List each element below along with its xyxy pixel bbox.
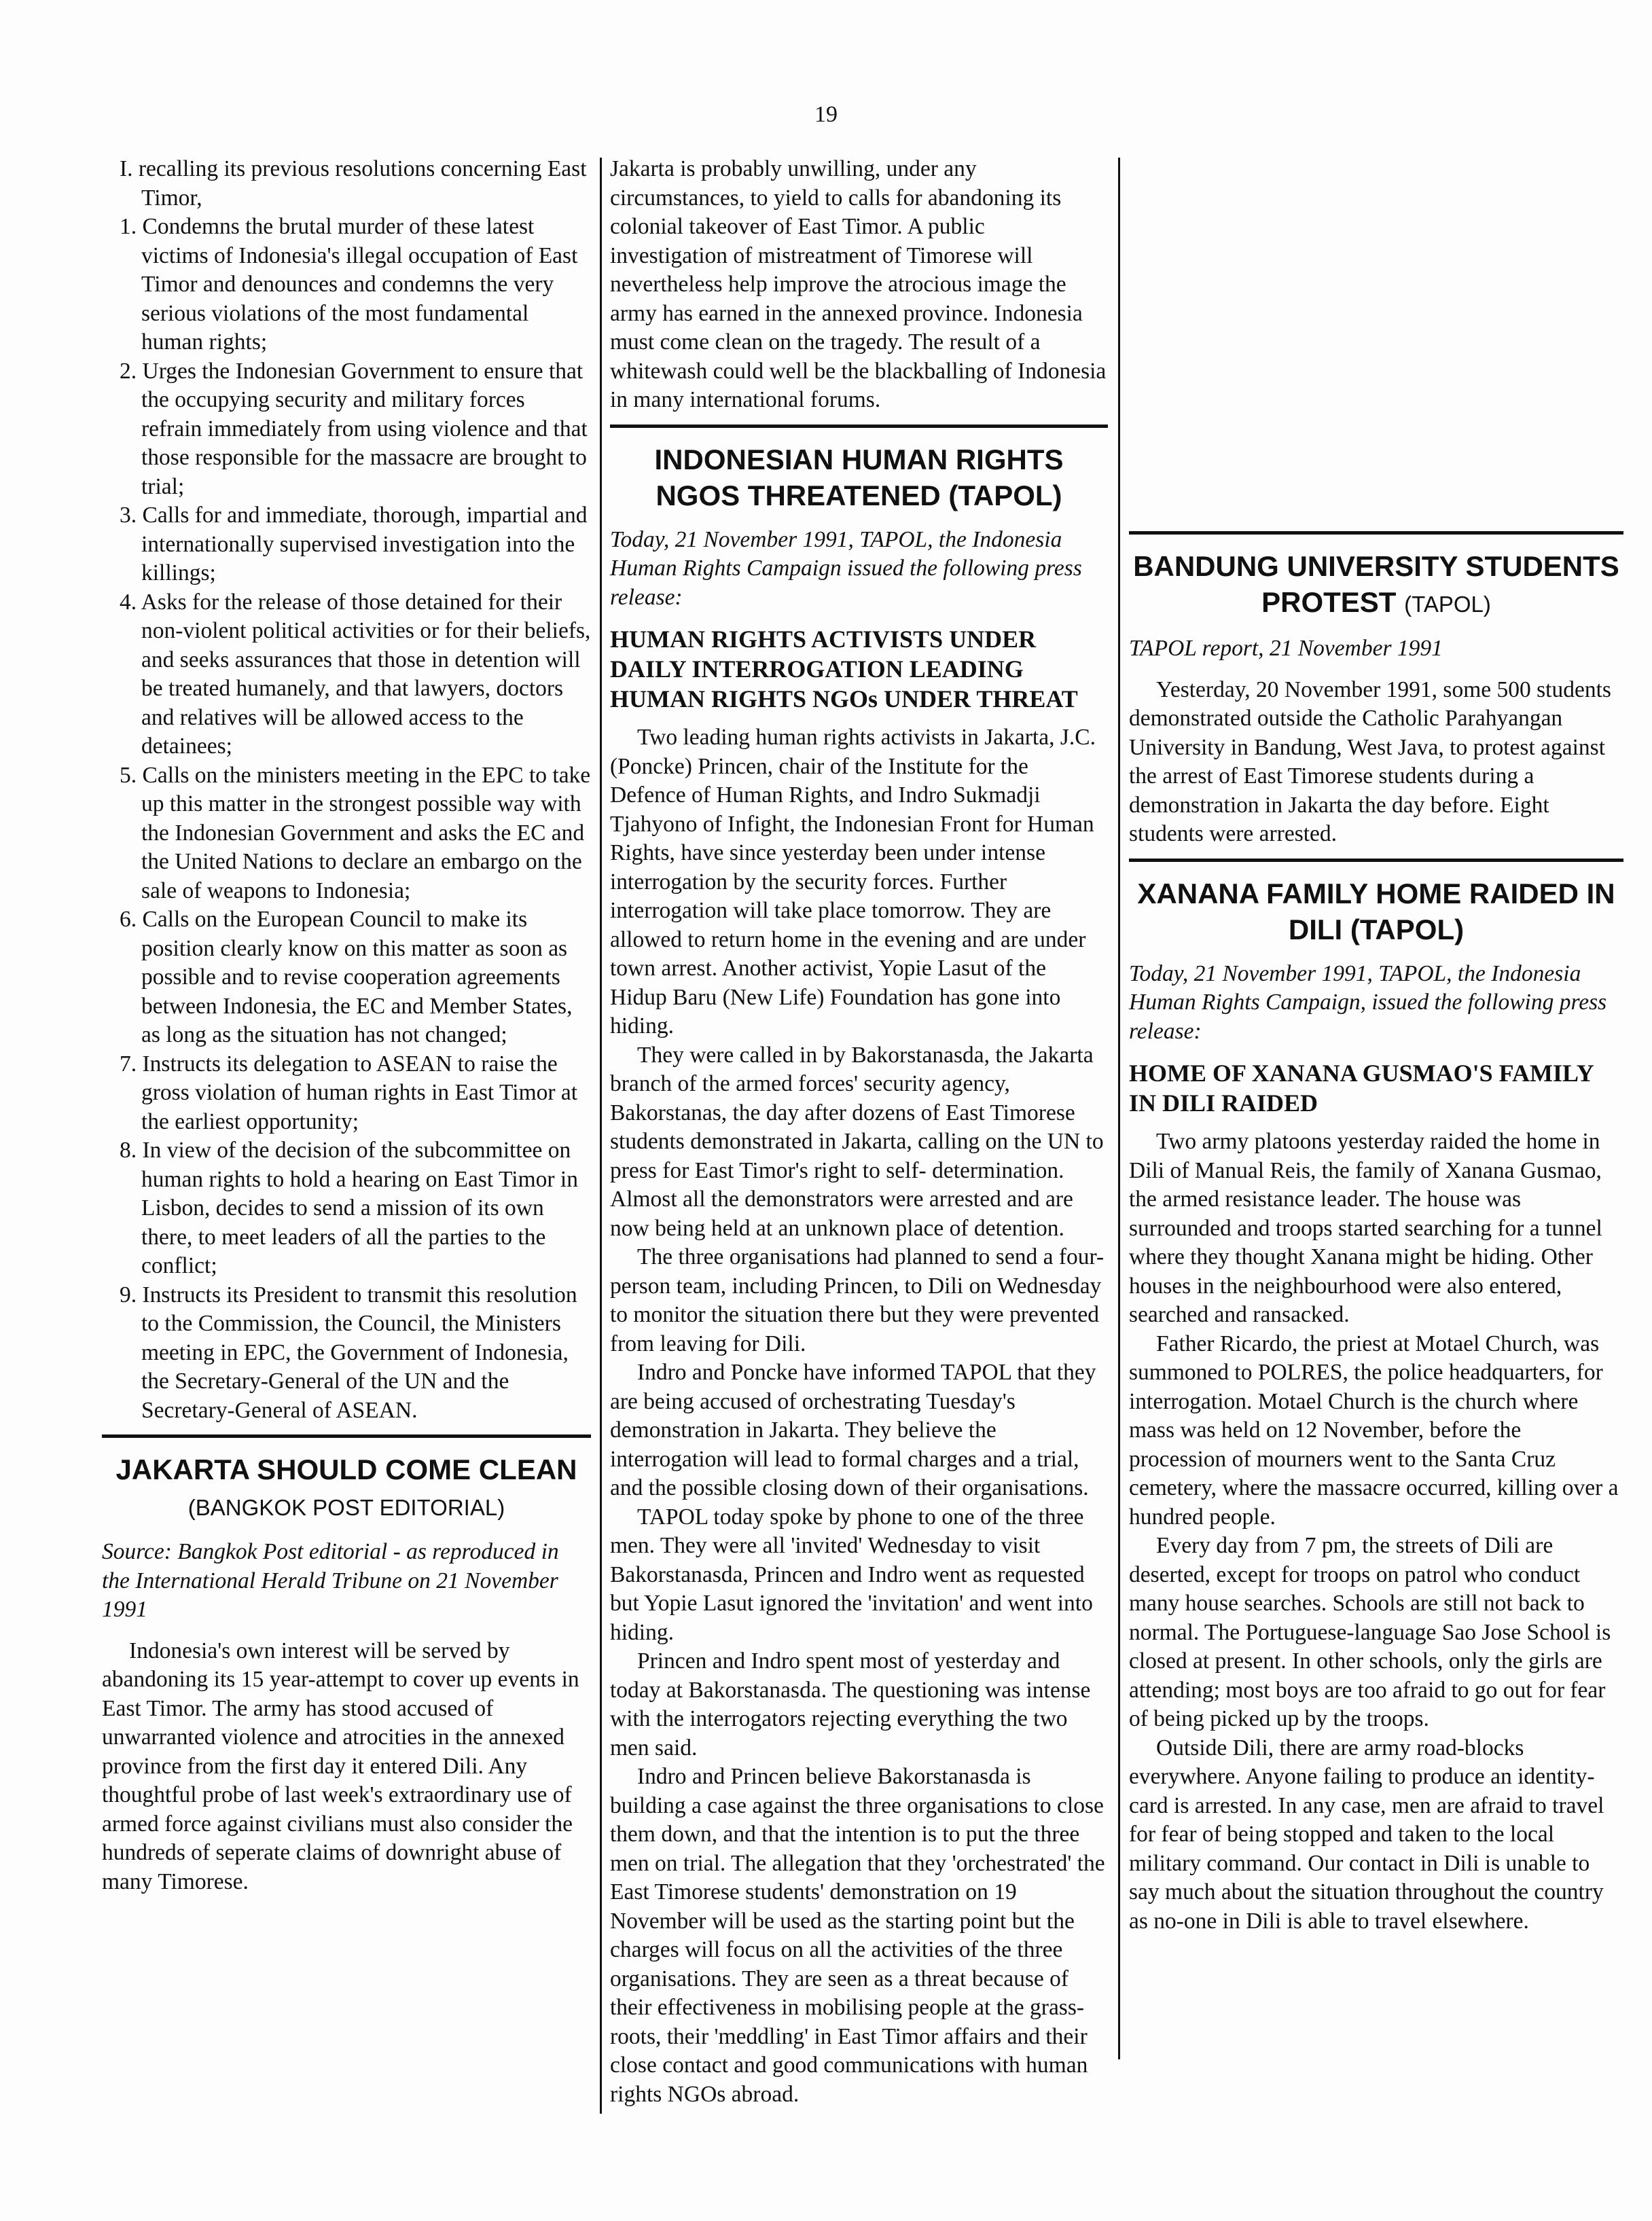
resolution-item: 6. Calls on the European Council to make its position clearly know on this matter as soon as possible and to revise cooperation agreements between Indonesia, the EC and Member States, as long as the situation has not changed; <box>120 907 573 1047</box>
ngo-paragraph: They were called in by Bakorstanasda, the Jakarta branch of the armed forces' security agency, Bakorstanas, the day after dozens of East Timorese students demonstrated in Jakarta, calling on the UN to press for East Timor's right to self- determination. Almost all the demonstrators were arrested and are now being held at an unknown place of detention. <box>610 1042 1104 1241</box>
xanana-paragraph: Outside Dili, there are army road-blocks everywhere. Anyone failing to produce an identity-card is arrested. In any case, men are afraid to travel for fear of being stopped and taken to the local military command. Our contact in Dili is unable to say much about the situation throughout the country as no-one in Dili is able to travel elsewhere. <box>1129 1735 1604 1934</box>
resolution-item: 5. Calls on the ministers meeting in the EPC to take up this matter in the strongest possible way with the Indonesian Government and asks the EC and the United Nations to declare an embargo on the sale of weapons to Indonesia; <box>120 762 591 903</box>
bandung-source: TAPOL report, 21 November 1991 <box>1129 636 1443 661</box>
column-middle <box>610 155 1108 2109</box>
ngo-paragraph: Two leading human rights activists in Jakarta, J.C. (Poncke) Princen, chair of the Institute for the Defence of Human Rights, and Indro Sukmadji Tjahyono of Infight, the Indonesian Front for Human Rights, have since yesterday been under intense interrogation by the security forces. Further interrogation will take place tomorrow. They are allowed to return home in the evening and are under town arrest. Another activist, Yopie Lasut of the Hidup Baru (New Life) Foundation has gone into hiding. <box>610 725 1096 1039</box>
jakarta-headline <box>102 1451 591 1525</box>
xanana-paragraph: Every day from 7 pm, the streets of Dili are deserted, except for troops on patrol who conduct many house searches. Schools are still not back to normal. The Portuguese-language Sao Jose School is closed at present. In other schools, only the girls are attending; most boys are too afraid to go out for fear of being picked up by the troops. <box>1129 1533 1611 1731</box>
xanana-source: Today, 21 November 1991, TAPOL, the Indonesia Human Rights Campaign, issued the following press release: <box>1129 960 1607 1044</box>
jakarta-source: Source: Bangkok Post editorial - as reproduced in the International Herald Tribune on 21 November 1991 <box>102 1539 559 1622</box>
jakarta-headline-title: JAKARTA SHOULD COME CLEAN <box>115 1453 577 1485</box>
ngo-paragraph: The three organisations had planned to send a four-person team, including Princen, to Dili on Wednesday to monitor the situation there but they were prevented from leaving for Dili. <box>610 1244 1105 1356</box>
resolution-recital: I. recalling its previous resolutions concerning East Timor, <box>120 156 587 211</box>
ngo-source: Today, 21 November 1991, TAPOL, the Indonesia Human Rights Campaign issued the following press release: <box>610 526 1082 610</box>
column-right <box>1129 155 1623 1936</box>
xanana-paragraph: Two army platoons yesterday raided the home in Dili of Manual Reis, the family of Xanana Gusmao, the armed resistance leader. The house was surrounded and troops started searching for a tunnel where they thought Xanana might be hiding. Other houses in the neighbourhood were also entered, searched and ransacked. <box>1129 1129 1602 1327</box>
xanana-subhead: HOME OF XANANA GUSMAO'S FAMILY IN DILI RAIDED <box>1129 1060 1594 1117</box>
bandung-paragraph: Yesterday, 20 November 1991, some 500 students demonstrated outside the Catholic Parahyangan University in Bandung, West Java, to protest against the arrest of East Timorese students during a demonstration in Jakarta the day before. Eight students were arrested. <box>1129 676 1611 846</box>
section-rule <box>1129 531 1623 535</box>
section-rule <box>102 1434 591 1438</box>
column-divider <box>600 158 602 2114</box>
jakarta-paragraph: Jakarta is probably unwilling, under any circumstances, to yield to calls for abandoning its colonial takeover of East Timor. A public investigation of mistreatment of Timorese will nevertheless help improve the atrocious image the army has earned in the annexed province. Indonesia must come clean on the tragedy. The result of a whitewash could well be the blackballing of Indonesia in many international forums. <box>610 156 1107 412</box>
resolution-item: 9. Instructs its President to transmit this resolution to the Commission, the Council, the Ministers meeting in EPC, the Government of Indonesia, the Secretary-General of the UN and the Secretary-General of ASEAN. <box>120 1282 577 1423</box>
ngo-paragraph: TAPOL today spoke by phone to one of the three men. They were all 'invited' Wednesday to visit Bakorstanasda, Princen and Indro went as requested but Yopie Lasut ignored the 'invitation' and went into hiding. <box>610 1504 1093 1645</box>
bandung-headline-title: BANDUNG UNIVERSITY STUDENTS PROTEST <box>1133 550 1619 618</box>
ngo-subhead: HUMAN RIGHTS ACTIVISTS UNDER DAILY INTERROGATION LEADING HUMAN RIGHTS NGOs UNDER THREAT <box>610 626 1078 712</box>
ngo-paragraph: Indro and Princen believe Bakorstanasda is building a case against the three organisations to close them down, and that the intention is to put the three men on trial. The allegation that they 'orchestrated' the East Timorese students' demonstration on 19 November will be used as the starting point but the charges will focus on all the activities of the three organisations. They are seen as a threat because of their effectiveness in mobilising people at the grass-roots, their 'meddling' in East Timor affairs and their close contact and good communications with human rights NGOs abroad. <box>610 1764 1105 2107</box>
jakarta-headline-sub: (BANGKOK POST EDITORIAL) <box>187 1495 505 1520</box>
jakarta-paragraph: Indonesia's own interest will be served by abandoning its 15 year-attempt to cover up events in East Timor. The army has stood accused of unwarranted violence and atrocities in the annexed province from the first day it entered Dili. Any thoughtful probe of last week's extraordinary use of armed force against civilians must also consider the hundreds of seperate claims of downright abuse of many Timorese. <box>102 1638 579 1894</box>
bandung-headline <box>1129 548 1623 622</box>
resolution-item: 7. Instructs its delegation to ASEAN to raise the gross violation of human rights in East Timor at the earliest opportunity; <box>120 1051 578 1134</box>
ngo-paragraph: Indro and Poncke have informed TAPOL that they are being accused of orchestrating Tuesday's demonstration in Jakarta. They believe the interrogation will lead to formal charges and a trial, and the possible closing down of their organisations. <box>610 1360 1096 1500</box>
section-rule <box>610 425 1108 428</box>
column-left <box>102 155 591 1896</box>
ngo-paragraph: Princen and Indro spent most of yesterday and today at Bakorstanasda. The questioning was intense with the interrogators rejecting everything the two men said. <box>610 1648 1091 1760</box>
resolution-item: 2. Urges the Indonesian Government to ensure that the occupying security and military forces refrain immediately from using violence and that those responsible for the massacre are brought to trial; <box>120 358 588 499</box>
page-number: 19 <box>814 102 838 127</box>
resolution-item: 8. In view of the decision of the subcommittee on human rights to hold a hearing on East Timor in Lisbon, decides to send a mission of its own there, to meet leaders of all the parties to the conflict; <box>120 1138 578 1278</box>
ngo-headline-title: INDONESIAN HUMAN RIGHTS NGOS THREATENED <box>654 443 1064 511</box>
xanana-paragraph: Father Ricardo, the priest at Motael Church, was summoned to POLRES, the police headquarters, for interrogation. Motael Church is the church where mass was held on 12 November, before the procession of mourners went to the Santa Cruz cemetery, where the massacre occurred, killing over a hundred people. <box>1129 1331 1619 1530</box>
resolution-item: 4. Asks for the release of those detained for their non-violent political activities or for their beliefs, and seeks assurances that those in detention will be treated humanely, and that lawyers, doctors and relatives will be allowed access to the detainees; <box>120 589 591 759</box>
column-divider <box>1118 158 1120 2059</box>
section-rule <box>1129 859 1623 862</box>
resolution-item: 1. Condemns the brutal murder of these latest victims of Indonesia's illegal occupation of East Timor and denounces and condemns the very serious violations of the most fundamental human rights; <box>120 214 578 355</box>
resolution-item: 3. Calls for and immediate, thorough, impartial and internationally supervised investigation into the killings; <box>120 503 588 585</box>
ngo-headline <box>610 441 1108 513</box>
resolution-list <box>102 155 591 1425</box>
ngo-continuation-space <box>1129 155 1623 522</box>
bandung-headline-sub: (TAPOL) <box>1404 592 1491 617</box>
xanana-headline: XANANA FAMILY HOME RAIDED IN DILI (TAPOL) <box>1137 877 1615 945</box>
ngo-headline-sub: (TAPOL) <box>948 479 1062 511</box>
